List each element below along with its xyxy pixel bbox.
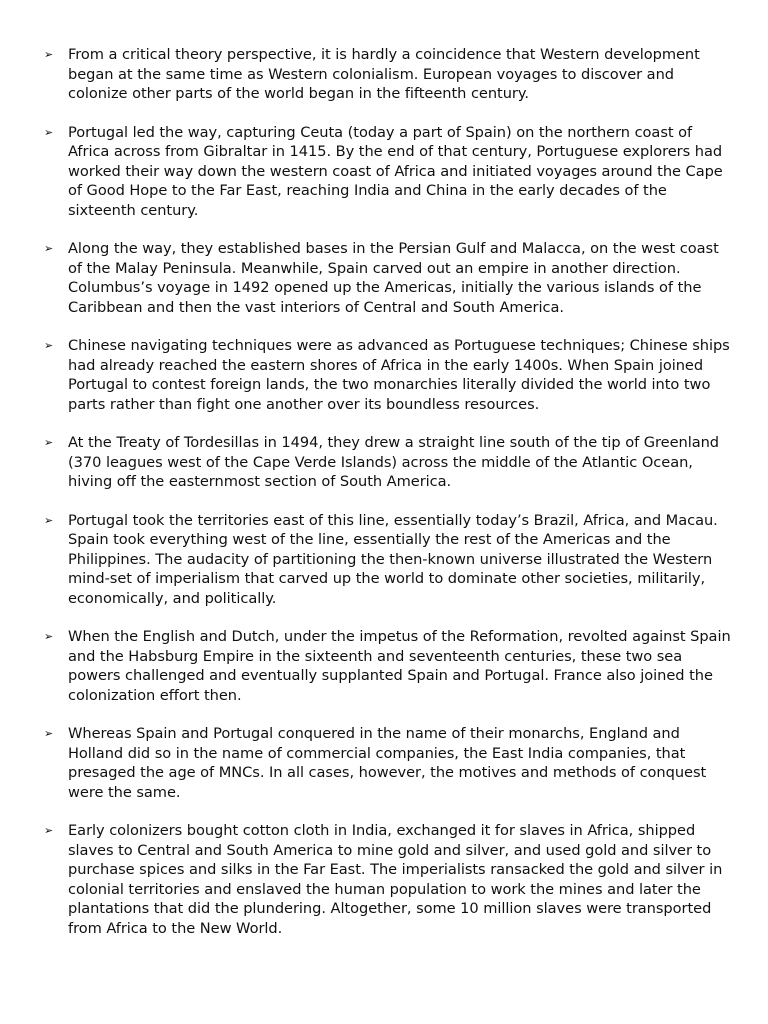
list-item	[44, 511, 734, 609]
arrow-bullet-icon: ➢	[44, 630, 54, 643]
paragraph-text: Portugal led the way, capturing Ceuta (today a part of Spain) on the northern coast of Africa across from Gibraltar in 1415. By the end of that century, Portuguese explorers had worked their way down the western coast of Africa and initiated voyages around the Cape of Good Hope to the Far East, reaching India and China in the early decades of the sixteenth century.	[68, 123, 723, 219]
bullet-list	[44, 45, 734, 957]
list-item	[44, 724, 734, 802]
arrow-bullet-icon: ➢	[44, 727, 54, 740]
list-item	[44, 433, 734, 492]
list-item	[44, 336, 734, 414]
list-item	[44, 821, 734, 938]
paragraph-text: When the English and Dutch, under the impetus of the Reformation, revolted against Spain and the Habsburg Empire in the sixteenth and seventeenth centuries, these two sea powers challenged and eventually supplanted Spain and Portugal. France also joined the colonization effort then.	[68, 628, 731, 704]
arrow-bullet-icon: ➢	[44, 339, 54, 352]
paragraph-text: At the Treaty of Tordesillas in 1494, they drew a straight line south of the tip of Greenland (370 leagues west of the Cape Verde Islands) across the middle of the Atlantic Ocean, hiving off the easternmost section of South America.	[68, 434, 720, 490]
list-item	[44, 239, 734, 317]
paragraph-text: Whereas Spain and Portugal conquered in the name of their monarchs, England and Holland did so in the name of commercial companies, the East India companies, that presaged the age of MNCs. In all cases, however, the motives and methods of conquest were the same.	[68, 725, 707, 801]
paragraph-text: Along the way, they established bases in the Persian Gulf and Malacca, on the west coast of the Malay Peninsula. Meanwhile, Spain carved out an empire in another direction. Columbus’s voyage in 1492 opened up the Americas, initially the various islands of the Caribbean and then the vast interiors of Central and South America.	[68, 240, 719, 316]
paragraph-text: Portugal took the territories east of this line, essentially today’s Brazil, Africa, and Macau. Spain took everything west of the line, essentially the rest of the Americas and the Philippines. The audacity of partitioning the then-known universe illustrated the Western mind-set of imperialism that carved up the world to dominate other societies, militarily, economically, and politically.	[68, 511, 718, 607]
paragraph-text: Early colonizers bought cotton cloth in India, exchanged it for slaves in Africa, shipped slaves to Central and South America to mine gold and silver, and used gold and silver to purchase spices and silks in the Far East. The imperialists ransacked the gold and silver in colonial territories and enslaved the human population to work the mines and later the plantations that did the plundering. Altogether, some 10 million slaves were transported from Africa to the New World.	[68, 822, 723, 937]
arrow-bullet-icon: ➢	[44, 513, 54, 527]
arrow-bullet-icon: ➢	[44, 242, 54, 255]
list-item	[44, 123, 734, 221]
arrow-bullet-icon: ➢	[44, 824, 54, 837]
paragraph-text: From a critical theory perspective, it is hardly a coincidence that Western development began at the same time as Western colonialism. European voyages to discover and colonize other parts of the world began in the fifteenth century.	[68, 46, 700, 102]
arrow-bullet-icon: ➢	[44, 436, 54, 449]
paragraph-text: Chinese navigating techniques were as advanced as Portuguese techniques; Chinese ships had already reached the eastern shores of Africa in the early 1400s. When Spain joined Portugal to contest foreign lands, the two monarchies literally divided the world into two parts rather than fight one another over its boundless resources.	[68, 337, 730, 413]
list-item	[44, 45, 734, 104]
list-item	[44, 627, 734, 705]
arrow-bullet-icon: ➢	[44, 125, 54, 139]
arrow-bullet-icon: ➢	[44, 48, 54, 61]
